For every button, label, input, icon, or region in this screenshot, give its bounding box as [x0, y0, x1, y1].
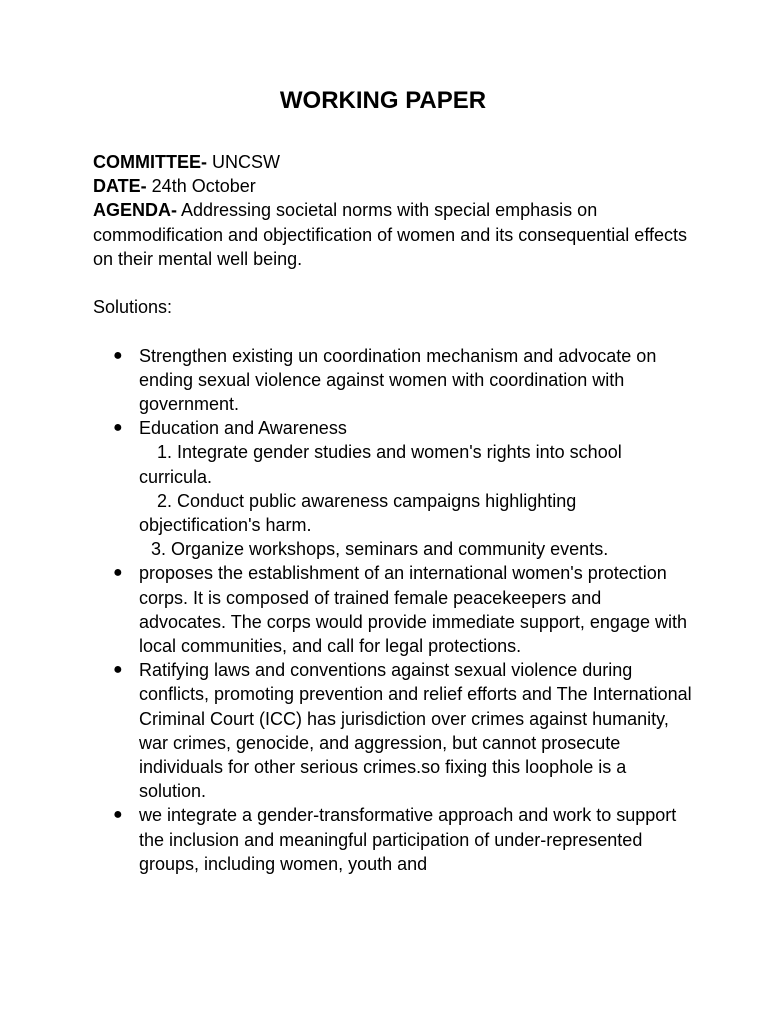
- sub-item: 1. Integrate gender studies and women's rights into school curricula.: [139, 442, 622, 487]
- committee-label: COMMITTEE-: [93, 152, 207, 172]
- solution-item: [93, 803, 693, 876]
- solution-text: Ratifying laws and conventions against sexual violence during conflicts, promoting prevention and relief efforts and The International Criminal Court (ICC) has jurisdiction over crimes against humanity, war crimes, genocide, and aggression, but cannot prosecute individuals for other serious crimes.so fixing this loophole is a solution.: [139, 660, 692, 802]
- solution-text: we integrate a gender-transformative approach and work to support the inclusion and meaningful participation of under-represented groups, including women, youth and: [139, 805, 677, 874]
- sub-item: 3. Organize workshops, seminars and community events.: [151, 539, 609, 560]
- date-line: [93, 174, 693, 198]
- document-body: [93, 150, 693, 876]
- bullet-icon: ●: [113, 346, 123, 364]
- solution-item: [93, 344, 693, 417]
- bullet-icon: ●: [113, 564, 123, 582]
- committee-line: [93, 150, 693, 174]
- bullet-icon: ●: [113, 661, 123, 679]
- page-title: WORKING PAPER: [279, 87, 487, 114]
- date-value: 24th October: [146, 176, 256, 197]
- solution-item: [93, 658, 693, 803]
- bullet-icon: ●: [113, 419, 123, 437]
- solution-text: proposes the establishment of an international women's protection corps. It is composed of trained female peacekeepers and advocates. The corps would provide immediate support, engage with local communities, and call for legal protections.: [139, 563, 687, 657]
- agenda-line: [93, 198, 693, 271]
- agenda-label: AGENDA-: [93, 200, 177, 221]
- date-label: DATE-: [93, 176, 147, 197]
- solution-text: Strengthen existing un coordination mechanism and advocate on ending sexual violence against women with coordination with government.: [139, 345, 657, 414]
- bullet-icon: ●: [113, 806, 123, 824]
- solution-text: Education and Awareness: [139, 418, 347, 439]
- sub-item: 2. Conduct public awareness campaigns highlighting objectification's harm.: [139, 490, 577, 536]
- solution-item: [93, 416, 693, 561]
- solution-item: [93, 561, 693, 658]
- agenda-value: Addressing societal norms with special emphasis on commodification and objectification of women and its consequential effects on their mental well being.: [93, 200, 688, 269]
- solutions-list: [93, 344, 693, 876]
- solutions-heading: Solutions:: [93, 297, 173, 318]
- committee-value: UNCSW: [207, 152, 280, 172]
